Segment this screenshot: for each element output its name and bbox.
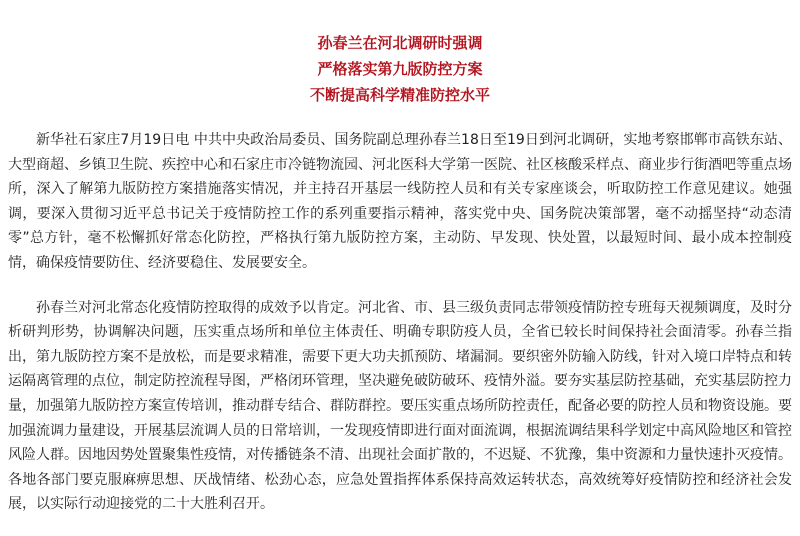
headline-line-1: 孙春兰在河北调研时强调	[317, 34, 483, 52]
headline-block	[8, 30, 792, 108]
article-paragraph-2: 孙春兰对河北常态化疫情防控取得的成效予以肯定。河北省、市、县三级负责同志带领疫情防控专班每天视频调度，及时分析研判形势，协调解决问题，压实重点场所和单位主体责任、明确专职防疫人员，全省已较长时间保持社会面清零。孙春兰指出，第九版防控方案不是放松，而是要求精准，需要下更大功夫抓预防、堵漏洞。要织密外防输入防线，针对入境口岸特点和转运隔离管理的点位，制定防控流程导图，严格闭环管理，坚决避免破防破环、疫情外溢。要夯实基层防控基础，充实基层防控力量，加强第九版防控方案宣传培训，推动群专结合、群防群控。要压实重点场所防控责任，配备必要的防控人员和物资设施。要加强流调力量建设，开展基层流调人员的日常培训，一发现疫情即进行面对面流调，根据流调结果科学划定中高风险地区和管控风险人群。因地因势处置聚集性疫情，对传播链条不清、出现社会面扩散的，不迟疑、不犹豫，集中资源和力量快速扑灭疫情。各地各部门要克服麻痹思想、厌战情绪、松劲心态，应急处置指挥体系保持高效运转状态，高效统筹好疫情防控和经济社会发展，以实际行动迎接党的二十大胜利召开。	[8, 299, 792, 513]
headline-line-2: 严格落实第九版防控方案	[317, 60, 483, 78]
article-paragraph-1: 新华社石家庄7月19日电 中共中央政治局委员、国务院副总理孙春兰18日至19日到河北调研，实地考察邯郸市高铁东站、大型商超、乡镇卫生院、疾控中心和石家庄市冷链物流园、河北医科大学第一医院、社区核酸采样点、商业步行街酒吧等重点场所，深入了解第九版防控方案措施落实情况，并主持召开基层一线防控人员和有关专家座谈会，听取防控工作意见建议。她强调，要深入贯彻习近平总书记关于疫情防控工作的系列重要指示精神，落实党中央、国务院决策部署，毫不动摇坚持“动态清零”总方针，毫不松懈抓好常态化防控，严格执行第九版防控方案，主动防、早发现、快处置，以最短时间、最小成本控制疫情，确保疫情要防住、经济要稳住、发展要安全。	[8, 132, 792, 271]
headline-line-3: 不断提高科学精准防控水平	[309, 86, 490, 104]
